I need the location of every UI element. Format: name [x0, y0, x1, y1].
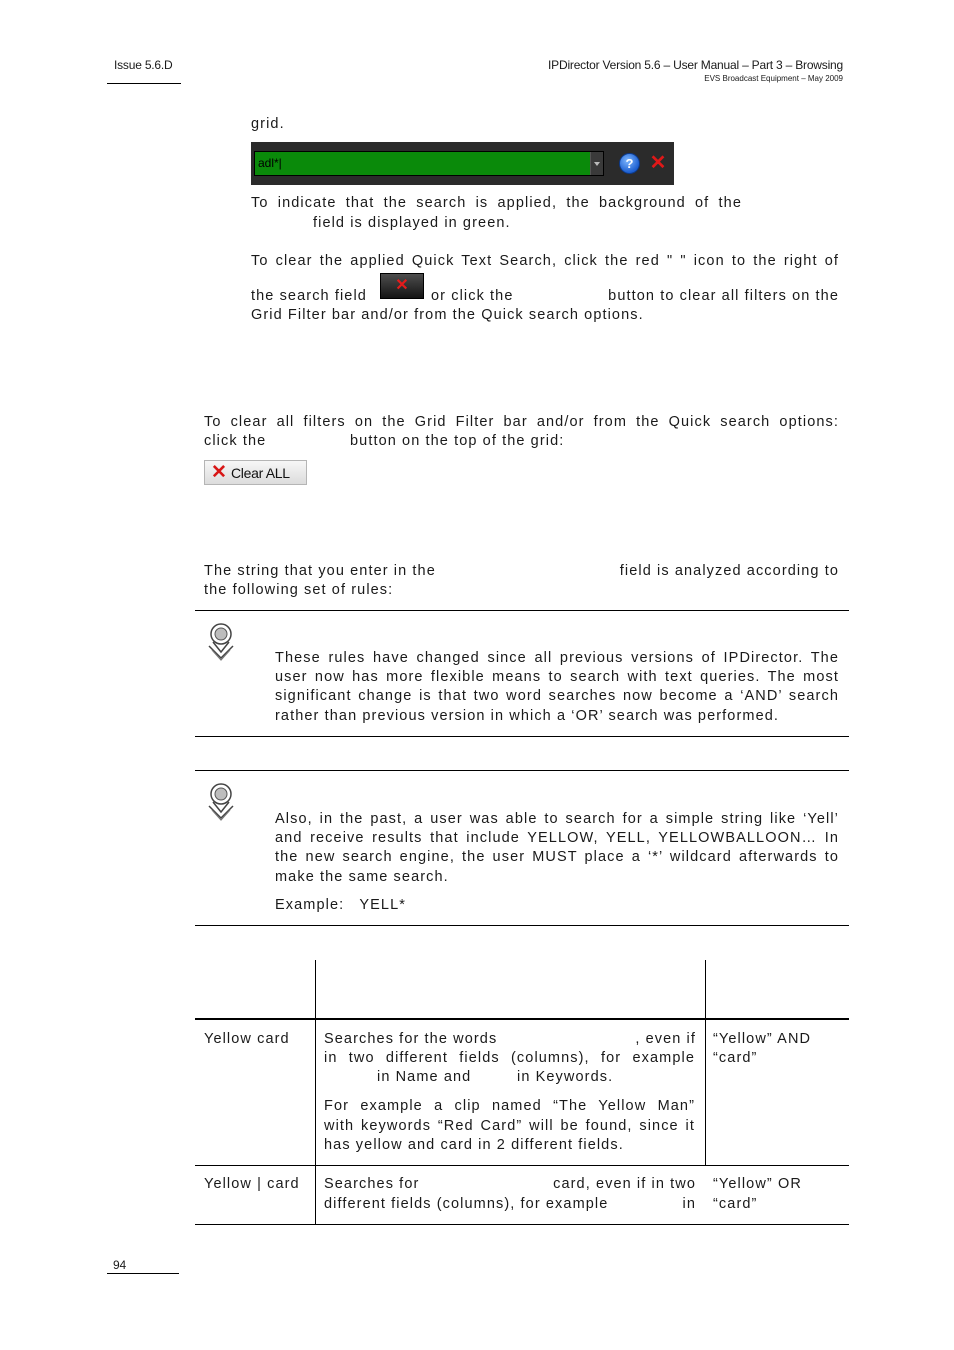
clear-text-line3: Grid Filter bar and/or from the Quick search options.	[251, 307, 644, 323]
clear-text-line2a: the search field	[251, 288, 367, 304]
footer-rule	[107, 1273, 179, 1274]
clear-all-text-line2b: button on the top of the grid:	[350, 433, 565, 449]
table-cell-desc: Searches for	[324, 1176, 420, 1192]
table-col-divider	[705, 960, 706, 1165]
table-cell-result: “Yellow” OR	[713, 1176, 802, 1192]
clear-all-label: Clear ALL	[231, 465, 290, 481]
table-cell-desc: For example a clip named “The Yellow Man”	[324, 1098, 695, 1114]
table-cell-desc: Searches for the words	[324, 1031, 498, 1047]
grid-text: grid.	[251, 116, 285, 132]
clear-filter-button-image	[380, 273, 424, 299]
quick-search-value: adl*|	[258, 156, 282, 170]
rules-text-line2: the following set of rules:	[204, 582, 394, 598]
green-text-line2: field is displayed in green.	[313, 215, 511, 231]
note1-bottom-rule	[195, 736, 849, 737]
close-icon[interactable]: ✕	[649, 152, 667, 174]
table-cell-desc: different fields (columns), for example	[324, 1196, 609, 1212]
table-cell-desc: in Name and	[377, 1069, 472, 1085]
table-cell-query: Yellow card	[204, 1031, 290, 1047]
page-number: 94	[113, 1258, 126, 1272]
clear-text-line2c: button to clear all filters on the	[608, 288, 839, 304]
issue-label: Issue 5.6.D	[114, 58, 173, 72]
table-cell-desc: in Keywords.	[517, 1069, 614, 1085]
rules-text-line1b: field is analyzed according to	[619, 563, 839, 579]
table-bottom-rule	[195, 1224, 849, 1225]
chevron-down-icon[interactable]	[590, 152, 603, 175]
table-cell-desc: has yellow and card in 2 different fields.	[324, 1137, 624, 1153]
note1-line: rather than previous version in which a ‘OR’ search was performed.	[275, 708, 780, 724]
clear-all-text-line1: To clear all filters on the Grid Filter bar and/or from the Quick search options:	[204, 414, 839, 430]
table-cell-desc: card, even if in two	[553, 1176, 696, 1192]
clear-all-button[interactable]	[204, 460, 307, 485]
table-cell-result: “card”	[713, 1196, 758, 1212]
clear-text-line1: To clear the applied Quick Text Search, click the red " " icon to the right of	[251, 253, 839, 269]
note1-line: user now has more flexible means to search with text queries. The most	[275, 669, 839, 685]
note-icon	[204, 622, 238, 662]
note2-bottom-rule	[195, 925, 849, 926]
note-icon	[204, 782, 238, 822]
green-text-line1: To indicate that the search is applied, the background of the	[251, 195, 742, 211]
table-cell-query: Yellow | card	[204, 1176, 300, 1192]
note1-line: significant change is that two word searches now become a ‘AND’ search	[275, 688, 839, 704]
header-left-rule	[107, 83, 181, 84]
table-col-divider	[315, 960, 316, 1225]
table-cell-result: “card”	[713, 1050, 758, 1066]
table-header-rule	[195, 1018, 849, 1020]
table-cell-desc: , even if	[635, 1031, 696, 1047]
note2-top-rule	[195, 770, 849, 771]
note2-line: make the same search.	[275, 869, 449, 885]
note2-example: Example: YELL*	[275, 897, 406, 913]
note2-line: the new search engine, the user MUST place a ‘*’ wildcard afterwards to	[275, 849, 839, 865]
table-cell-desc: with keywords “Red Card” will be found, since it	[324, 1118, 695, 1134]
table-cell-result: “Yellow” AND	[713, 1031, 812, 1047]
table-row-rule	[195, 1165, 849, 1166]
table-cell-desc: in two different fields (columns), for example	[324, 1050, 695, 1066]
clear-all-text-line2a: click the	[204, 433, 267, 449]
note2-line: Also, in the past, a user was able to search for a simple string like ‘Yell’	[275, 811, 839, 827]
rules-text-line1a: The string that you enter in the	[204, 563, 436, 579]
quick-search-field[interactable]	[254, 151, 604, 176]
help-icon[interactable]: ?	[619, 153, 640, 174]
note2-line: and receive results that include YELLOW, YELL, YELLOWBALLOON… In	[275, 830, 839, 846]
company-line: EVS Broadcast Equipment – May 2009	[704, 74, 843, 83]
clear-text-line2b: or click the	[431, 288, 514, 304]
note1-line: These rules have changed since all previous versions of IPDirector. The	[275, 650, 839, 666]
quick-search-bar-image	[251, 142, 674, 185]
manual-title: IPDirector Version 5.6 – User Manual – Part 3 – Browsing	[548, 58, 843, 72]
close-icon: ✕	[395, 277, 409, 294]
note1-top-rule	[195, 610, 849, 611]
close-icon: ✕	[211, 462, 227, 483]
table-cell-desc: in	[682, 1196, 696, 1212]
